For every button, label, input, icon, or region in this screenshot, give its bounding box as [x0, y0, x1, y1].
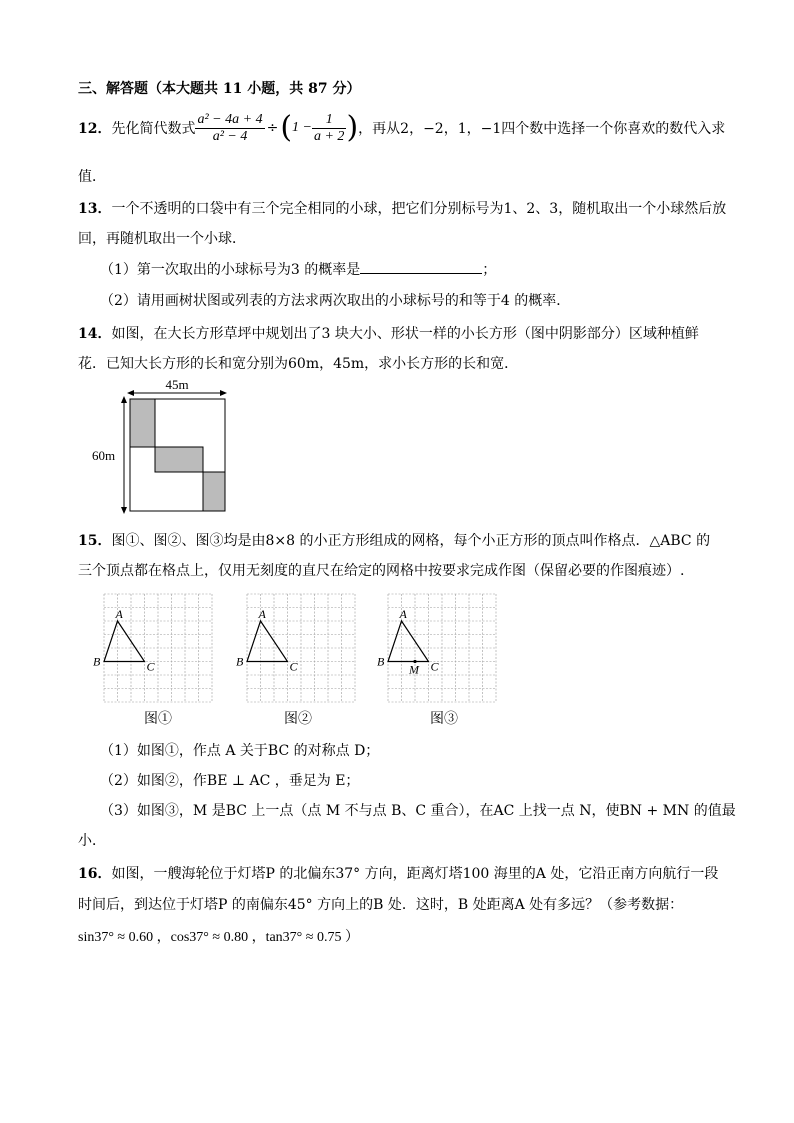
point-c-label: C — [430, 659, 439, 674]
question-12 — [78, 108, 725, 148]
question-text: 先化简代数式 — [111, 121, 196, 137]
question-text-cont: ，再从2，−2，1，−1四个数中选择一个你喜欢的数代入求 — [358, 121, 726, 137]
point-a-label: A — [399, 607, 407, 621]
sub-question-1: （1）如图①，作点 A 关于BC 的对称点 D； — [100, 743, 380, 759]
sub-question-end: ； — [482, 262, 497, 278]
fraction-2 — [312, 112, 346, 145]
question-text: 如图，一艘海轮位于灯塔P 的北偏东37° 方向，距离灯塔100 海里的A 处，它沿正南方向航行一段 — [111, 866, 719, 882]
sub-question-3-end: 小． — [78, 833, 106, 849]
triangle-abc — [104, 621, 145, 662]
triangle-abc — [247, 621, 288, 662]
question-15 — [78, 530, 710, 550]
answer-blank[interactable] — [360, 261, 482, 274]
question-13 — [78, 198, 726, 218]
small-rectangle-2 — [155, 447, 203, 472]
point-a-label: A — [115, 607, 123, 621]
one-minus: 1 − — [292, 120, 312, 135]
question-text-line: 值． — [78, 169, 106, 185]
question-text-line: 三个顶点都在格点上，仅用无刻度的直尺在给定的网格中按要求完成作图（保留必要的作图痕迹）. — [78, 563, 685, 579]
question-text: 一个不透明的口袋中有三个完全相同的小球，把它们分别标号为1、2、3，随机取出一个小球然后放 — [111, 201, 727, 217]
question-text: 图①、图②、图③均是由8×8 的小正方形组成的网格，每个小正方形的顶点叫作格点．△ABC 的 — [111, 533, 711, 549]
point-b-label: B — [377, 654, 385, 669]
reference-data: sin37° ≈ 0.60 ，cos37° ≈ 0.80 ，tan37° ≈ 0.75 ） — [78, 930, 359, 945]
sub-question-3: （3）如图③，M 是BC 上一点（点 M 不与点 B、C 重合），在AC 上找一点 N，使BN + MN 的值最 — [100, 803, 736, 819]
fraction-numerator: a² − 4a + 4 — [197, 111, 263, 127]
grid-figure-3-wrap — [374, 588, 524, 728]
fraction-1 — [195, 112, 264, 145]
question-text-line: 回，再随机取出一个小球． — [78, 231, 246, 247]
left-paren: ( — [280, 110, 293, 145]
point-b-label: B — [93, 654, 101, 669]
figure-label-3: 图③ — [430, 711, 458, 727]
grid-figures-1-2 — [90, 588, 380, 728]
figure-label-2: 图② — [284, 711, 312, 727]
point-m-label: M — [409, 662, 419, 677]
sub-question-1 — [100, 259, 496, 279]
point-b-label: B — [236, 654, 244, 669]
grid-figure-3 — [377, 594, 496, 702]
fraction-numerator: 1 — [312, 112, 346, 129]
fraction-denominator: a + 2 — [313, 128, 345, 144]
question-16 — [78, 863, 718, 883]
right-paren: ) — [346, 110, 359, 145]
height-label: 60m — [92, 448, 116, 463]
question-number: 13． — [78, 201, 112, 217]
grid-figure-1 — [93, 594, 212, 702]
sub-question-2: （2）请用画树状图或列表的方法求两次取出的小球标号的和等于4 的概率． — [100, 293, 571, 309]
question-number: 12． — [78, 121, 112, 137]
sub-question-2: （2）如图②，作BE ⊥ AC ，垂足为 E； — [100, 773, 360, 789]
small-rectangle-3 — [203, 472, 225, 511]
question-number: 14． — [78, 326, 112, 342]
width-label: 45m — [165, 378, 189, 392]
question-number: 16． — [78, 866, 112, 882]
rectangle-figure — [88, 378, 238, 514]
question-number: 15． — [78, 533, 112, 549]
small-rectangle-1 — [130, 399, 155, 447]
grid-figure-2 — [236, 594, 355, 702]
point-c-label: C — [146, 659, 155, 674]
fraction-denominator: a² − 4 — [212, 128, 248, 144]
triangle-abc — [388, 621, 429, 662]
point-c-label: C — [289, 659, 298, 674]
section-title: 三、解答题（本大题共 11 小题，共 87 分） — [78, 81, 361, 97]
figure-label-1: 图① — [144, 711, 172, 727]
question-text-line: 花．已知大长方形的长和宽分别为60m，45m，求小长方形的长和宽． — [78, 356, 519, 372]
question-text-line: 时间后，到达位于灯塔P 的南偏东45° 方向上的B 处．这时，B 处距离A 处有多远？（参考数据： — [78, 897, 684, 913]
sub-question-text: （1）第一次取出的小球标号为3 的概率是 — [100, 262, 361, 278]
question-14 — [78, 323, 699, 343]
question-text: 如图，在大长方形草坪中规划出了3 块大小、形状一样的小长方形（图中阴影部分）区域种植鲜 — [111, 326, 699, 342]
divide-sign: ÷ — [266, 120, 279, 136]
point-a-label: A — [258, 607, 266, 621]
